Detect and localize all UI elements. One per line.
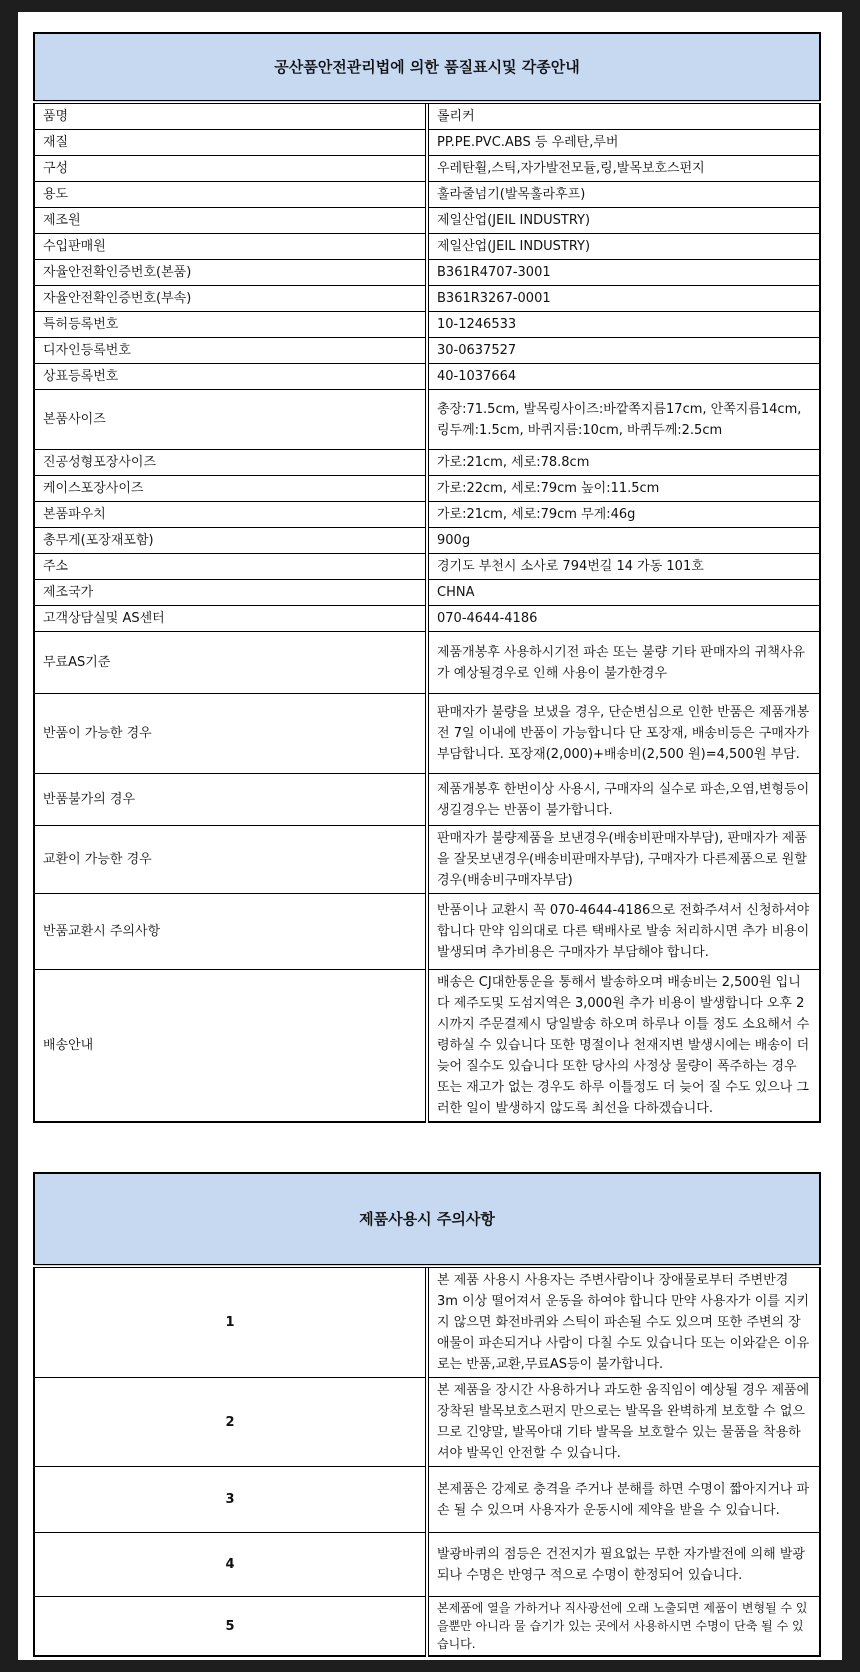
row-value: 070-4644-4186	[427, 606, 820, 632]
quality-row	[34, 234, 820, 260]
row-value: 가로:21cm, 세로:78.8cm	[427, 450, 820, 476]
quality-row	[34, 364, 820, 390]
row-label: 고객상담실및 AS센터	[34, 606, 427, 632]
row-label: 배송안내	[34, 970, 427, 1123]
row-value: 가로:22cm, 세로:79cm 높이:11.5cm	[427, 476, 820, 502]
row-label: 제조국가	[34, 580, 427, 606]
caution-number: 2	[34, 1378, 427, 1467]
row-value: 40-1037664	[427, 364, 820, 390]
row-label: 품명	[34, 102, 427, 130]
row-label: 반품이 가능한 경우	[34, 694, 427, 774]
row-value: 제일산업(JEIL INDUSTRY)	[427, 234, 820, 260]
caution-row	[34, 1467, 820, 1533]
caution-text: 본 제품을 장시간 사용하거나 과도한 움직임이 예상될 경우 제품에 장착된 발목보호스펀지 만으로는 발목을 완벽하게 보호할 수 없으므로 긴양말, 발목아대 기타 발목을 보호할수 있는 물품을 착용하셔야 발목인 안전할 수 있습니다.	[427, 1378, 820, 1467]
row-value: 30-0637527	[427, 338, 820, 364]
quality-row	[34, 894, 820, 970]
quality-row	[34, 286, 820, 312]
quality-row	[34, 580, 820, 606]
row-label: 본품사이즈	[34, 390, 427, 450]
quality-row	[34, 502, 820, 528]
row-value: 판매자가 불량제품을 보낸경우(배송비판매자부담), 판매자가 제품을 잘못보낸경우(배송비판매자부담), 구매자가 다른제품으로 원할경우(배송비구매자부담)	[427, 826, 820, 894]
quality-row	[34, 606, 820, 632]
row-value: PP.PE.PVC.ABS 등 우레탄,루버	[427, 130, 820, 156]
row-label: 진공성형포장사이즈	[34, 450, 427, 476]
row-value: 훌라줄넘기(발목훌라후프)	[427, 182, 820, 208]
row-label: 본품파우치	[34, 502, 427, 528]
quality-row	[34, 156, 820, 182]
quality-table-header	[34, 33, 820, 102]
row-label: 수입판매원	[34, 234, 427, 260]
row-label: 총무게(포장재포함)	[34, 528, 427, 554]
row-value: 제품개봉후 사용하시기전 파손 또는 불량 기타 판매자의 귀책사유가 예상될경우로 인해 사용이 불가한경우	[427, 632, 820, 694]
caution-text: 본 제품 사용시 사용자는 주변사람이나 장애물로부터 주변반경 3m 이상 떨어져서 운동을 하여야 합니다 만약 사용자가 이를 지키지 않으면 화전바퀴와 스틱이 파손될 수도 있으며 또한 주변의 장애물이 파손되거나 사람이 다칠 수도 있습니다 또는 이와같은 이유로는 반품,교환,무료AS등이 불가합니다.	[427, 1266, 820, 1378]
row-label: 디자인등록번호	[34, 338, 427, 364]
caution-number: 5	[34, 1597, 427, 1657]
row-value: 판매자가 불량을 보냈을 경우, 단순변심으로 인한 반품은 제품개봉전 7일 이내에 반품이 가능합니다 단 포장재, 배송비등은 구매자가 부담합니다. 포장재(2,000)+배송비(2,500 원)=4,500원 부담.	[427, 694, 820, 774]
row-value: 우레탄휠,스틱,자가발전모듈,링,발목보호스펀지	[427, 156, 820, 182]
row-label: 상표등록번호	[34, 364, 427, 390]
row-label: 교환이 가능한 경우	[34, 826, 427, 894]
quality-row	[34, 694, 820, 774]
caution-row	[34, 1597, 820, 1657]
row-value: 제일산업(JEIL INDUSTRY)	[427, 208, 820, 234]
row-label: 케이스포장사이즈	[34, 476, 427, 502]
row-label: 제조원	[34, 208, 427, 234]
row-value: 900g	[427, 528, 820, 554]
quality-row	[34, 390, 820, 450]
row-label: 자율안전확인증번호(부속)	[34, 286, 427, 312]
row-label: 재질	[34, 130, 427, 156]
quality-row	[34, 312, 820, 338]
caution-number: 3	[34, 1467, 427, 1533]
row-label: 반품교환시 주의사항	[34, 894, 427, 970]
caution-table-title: 제품사용시 주의사항	[34, 1173, 820, 1266]
quality-table-title: 공산품안전관리법에 의한 품질표시및 각종안내	[34, 33, 820, 102]
quality-row	[34, 182, 820, 208]
row-value: 롤리커	[427, 102, 820, 130]
row-value: 10-1246533	[427, 312, 820, 338]
quality-row	[34, 338, 820, 364]
quality-row	[34, 102, 820, 130]
quality-row	[34, 208, 820, 234]
row-value: 경기도 부천시 소사로 794번길 14 가동 101호	[427, 554, 820, 580]
row-value: CHNA	[427, 580, 820, 606]
caution-number: 4	[34, 1533, 427, 1597]
caution-text: 본제품은 강제로 충격을 주거나 분해를 하면 수명이 짧아지거나 파손 될 수 있으며 사용자가 운동시에 제약을 받을 수 있습니다.	[427, 1467, 820, 1533]
caution-row	[34, 1266, 820, 1378]
caution-table-header	[34, 1173, 820, 1266]
row-value: 반품이나 교환시 꼭 070-4644-4186으로 전화주셔서 신청하셔야 합니다 만약 임의대로 다른 택배사로 발송 처리하시면 추가 비용이 발생되며 추가비용은 구매자가 부담해야 합니다.	[427, 894, 820, 970]
quality-row	[34, 970, 820, 1123]
usage-caution-table	[33, 1172, 821, 1657]
caution-text: 본제품에 열을 가하거나 직사광선에 오래 노출되면 제품이 변형될 수 있을뿐만 아니라 물 습기가 있는 곳에서 사용하시면 수명이 단축 될 수 있습니다.	[427, 1597, 820, 1657]
row-value: 가로:21cm, 세로:79cm 무게:46g	[427, 502, 820, 528]
quality-row	[34, 774, 820, 826]
caution-row	[34, 1533, 820, 1597]
row-value: B361R3267-0001	[427, 286, 820, 312]
row-label: 무료AS기준	[34, 632, 427, 694]
caution-row	[34, 1378, 820, 1467]
row-label: 용도	[34, 182, 427, 208]
quality-row	[34, 130, 820, 156]
notice-page	[18, 12, 842, 1660]
quality-row	[34, 476, 820, 502]
caution-text: 발광바퀴의 점등은 건전지가 필요없는 무한 자가발전에 의해 발광되나 수명은 반영구 적으로 수명이 한정되어 있습니다.	[427, 1533, 820, 1597]
quality-row	[34, 260, 820, 286]
row-value: 총장:71.5cm, 발목링사이즈:바깥쪽지름17cm, 안쪽지름14cm, 링두께:1.5cm, 바퀴지름:10cm, 바퀴두께:2.5cm	[427, 390, 820, 450]
caution-number: 1	[34, 1266, 427, 1378]
row-value: B361R4707-3001	[427, 260, 820, 286]
quality-row	[34, 554, 820, 580]
quality-row	[34, 632, 820, 694]
row-value: 제품개봉후 한번이상 사용시, 구매자의 실수로 파손,오염,변형등이 생길경우는 반품이 불가합니다.	[427, 774, 820, 826]
quality-row	[34, 528, 820, 554]
row-value: 배송은 CJ대한통운을 통해서 발송하오며 배송비는 2,500원 입니다 제주도및 도섬지역은 3,000원 추가 비용이 발생합니다 오후 2시까지 주문결제시 당일발송 하오며 하루나 이틀 정도 소요해서 수령하실 수 있습니다 또한 명절이나 천재지변 발생시에는 배송이 더 늦어 질수도 있습니다 또한 당사의 사정상 물량이 폭주하는 경우 또는 재고가 없는 경우도 하루 이틀정도 더 늦어 질 수도 있으나 그러한 일이 발생하지 않도록 최선을 다하겠습니다.	[427, 970, 820, 1123]
row-label: 자율안전확인증번호(본품)	[34, 260, 427, 286]
row-label: 반품불가의 경우	[34, 774, 427, 826]
row-label: 주소	[34, 554, 427, 580]
row-label: 특허등록번호	[34, 312, 427, 338]
quality-row	[34, 826, 820, 894]
quality-row	[34, 450, 820, 476]
quality-info-table	[33, 32, 821, 1123]
row-label: 구성	[34, 156, 427, 182]
